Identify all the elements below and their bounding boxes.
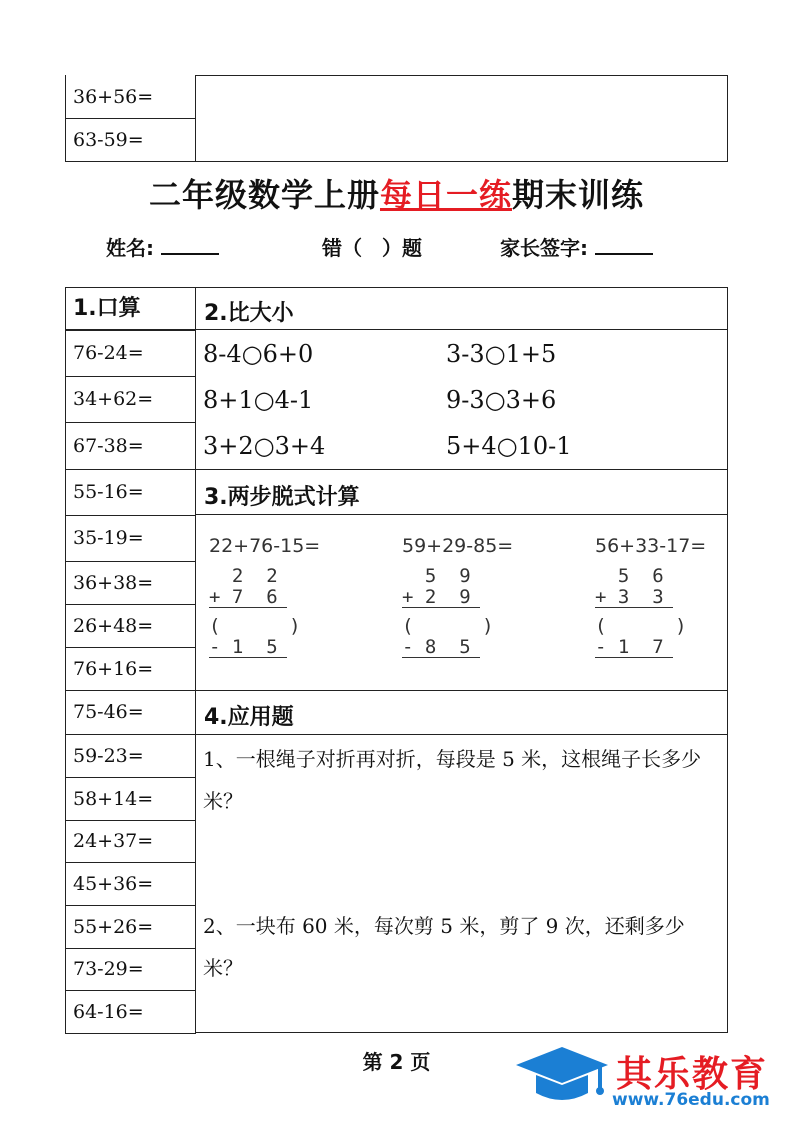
errors-field [322,232,422,261]
title-part2: 期末训练 [512,176,645,214]
top-problem-1 [65,76,196,119]
problem-text: 36+56= [73,85,154,108]
oral-problem [65,734,196,778]
problem-text: 55+26= [73,915,154,938]
problem-text: 75-46= [73,701,144,723]
oral-problem [65,376,196,423]
page-number: 第 2 页 [362,1050,431,1074]
divider [195,734,728,735]
cap-tassel-end [596,1087,604,1095]
vert-line: + 3 3 [595,586,664,608]
oral-problem [65,820,196,863]
cap-tassel [598,1067,602,1089]
cap-top [516,1047,608,1083]
answer-parentheses[interactable]: ( ) [595,615,687,637]
title-highlight: 每日一练 [379,176,512,214]
vert-line: - 1 5 [209,636,278,658]
section1-header-text: 1.口算 [73,295,141,321]
oral-problem [65,905,196,949]
compare-item: 5+4○10-1 [446,432,572,460]
section4-header-text: 4.应用题 [204,705,294,730]
oral-problem [65,862,196,906]
oral-problem [65,604,196,648]
graduation-cap-icon [512,1043,612,1109]
signature-blank[interactable] [595,237,653,255]
vert-line: - 8 5 [402,636,471,658]
vertical-calc-2 [402,565,492,658]
oral-problem [65,469,196,516]
parent-label: 家长签字: [500,236,588,260]
errors-label: 错（ ）题 [322,236,422,260]
oral-problem [65,948,196,991]
top-answer-area [195,75,728,162]
word-problem-1: 1、一根绳子对折再对折，每段是 5 米，这根绳子长多少米？ [203,747,702,813]
problem-text: 59-23= [73,744,144,767]
problem-text: 26+48= [73,614,154,637]
section2-header [204,296,294,327]
divider [195,514,728,515]
vertical-calc-3 [595,565,685,658]
vert-line: + 7 6 [209,586,278,608]
vert-line: - 1 7 [595,636,664,658]
oral-problem [65,422,196,470]
problem-text: 76+16= [73,657,154,680]
problem-text: 35-19= [73,527,144,549]
oral-problem [65,990,196,1034]
compare-item: 9-3○3+6 [446,386,557,414]
top-problem-2 [65,118,196,162]
section3-header [204,480,360,511]
oral-problem [65,777,196,821]
answer-parentheses[interactable]: ( ) [402,615,494,637]
problem-text: 45+36= [73,872,154,895]
oral-problem [65,330,196,377]
problem-text: 63-59= [73,128,144,151]
compare-item: 3-3○1+5 [446,340,557,368]
problem-text: 34+62= [73,388,154,410]
vert-line: 5 6 [595,565,664,587]
problem-text: 73-29= [73,958,144,980]
oral-problem [65,515,196,562]
vertical-calc-1 [209,565,299,658]
name-label: 姓名: [106,236,154,260]
compare-item: 8-4○6+0 [203,340,314,368]
oral-problem [65,561,196,605]
oral-problem [65,647,196,691]
name-field[interactable] [106,232,219,261]
name-blank[interactable] [161,237,219,255]
logo-name: 其乐教育 [616,1054,769,1095]
answer-parentheses[interactable]: ( ) [209,615,301,637]
twostep-expression-1: 22+76-15= [209,535,321,557]
oral-problem [65,690,196,735]
section3-header-text: 3.两步脱式计算 [204,485,360,510]
problem-text: 24+37= [73,830,154,852]
problem-text: 76-24= [73,342,144,364]
vert-line: + 2 9 [402,586,471,608]
problem-text: 67-38= [73,434,144,457]
vert-line: 2 2 [209,565,278,587]
divider [195,469,728,470]
section4-header [204,700,294,731]
divider [195,329,728,330]
problem-text: 58+14= [73,787,154,810]
section2-header-text: 2.比大小 [204,301,294,326]
problem-text: 36+38= [73,571,154,594]
title-part1: 二年级数学上册 [148,176,380,214]
compare-item: 3+2○3+4 [203,432,326,460]
vert-line: 5 9 [402,565,471,587]
divider [195,690,728,691]
section1-header [65,287,196,330]
compare-item: 8+1○4-1 [203,386,314,414]
logo-url: www.76edu.com [612,1090,770,1110]
parent-signature-field[interactable] [500,232,653,261]
twostep-expression-2: 59+29-85= [402,535,514,557]
twostep-expression-3: 56+33-17= [595,535,707,557]
problem-text: 64-16= [73,1000,144,1023]
problem-text: 55-16= [73,481,144,503]
page-title [0,170,793,216]
word-problem-2: 2、一块布 60 米，每次剪 5 米，剪了 9 次，还剩多少米？ [203,914,685,980]
